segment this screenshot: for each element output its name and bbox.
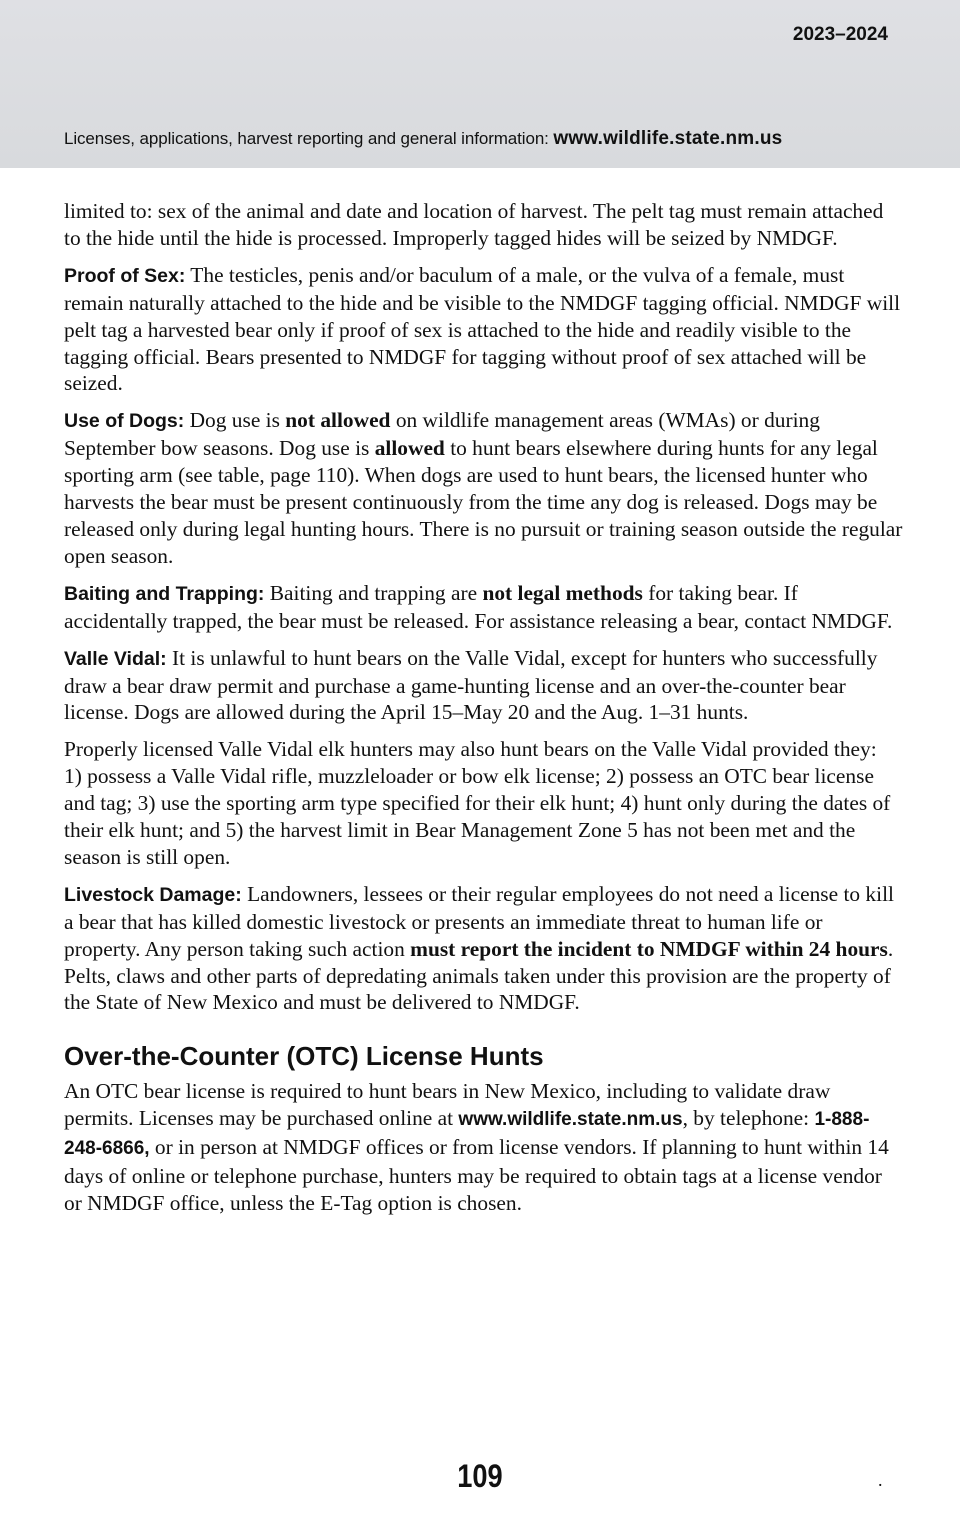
livestock-text-1: Landowners, lessees or their regular employees do not need a license to kill a bear that has killed domestic livestock or presents an immediate threat to human life or property. Any person taking such action xyxy=(64,881,894,961)
header-tagline xyxy=(64,128,782,150)
intro-paragraph: limited to: sex of the animal and date and location of harvest. The pelt tag must remain attached to the hide until the hide is processed. Improperly tagged hides will be seized by NMDGF. xyxy=(64,199,884,250)
page-header xyxy=(0,0,960,168)
use-of-dogs-heading: Use of Dogs: xyxy=(64,410,185,433)
page-number: 109 xyxy=(457,1458,503,1494)
baiting-text-1: Baiting and trapping are xyxy=(264,580,483,605)
valle-vidal-heading: Valle Vidal: xyxy=(64,647,167,670)
proof-of-sex-paragraph xyxy=(64,262,904,398)
otc-phone-number[interactable]: 1-888-248-6866, xyxy=(64,1109,870,1160)
baiting-bold: not legal methods xyxy=(482,580,643,605)
use-of-dogs-text-1: Dog use is xyxy=(184,408,286,433)
proof-of-sex-heading: Proof of Sex: xyxy=(64,264,186,287)
otc-website-link[interactable]: www.wildlife.state.nm.us xyxy=(458,1109,683,1131)
otc-text-1: An OTC bear license is required to hunt bears in New Mexico, including to validate draw permits. Licenses may be purchased online at xyxy=(64,1079,831,1131)
otc-text-2: , by telephone: xyxy=(682,1106,815,1131)
footer-dot: . xyxy=(878,1470,883,1490)
valle-vidal-paragraph xyxy=(64,645,904,727)
otc-section-title: Over-the-Counter (OTC) License Hunts xyxy=(64,1041,544,1072)
livestock-paragraph xyxy=(64,881,904,1017)
livestock-heading: Livestock Damage: xyxy=(64,883,242,906)
edition-year: 2023–2024 xyxy=(792,24,888,45)
use-of-dogs-bold-2: allowed xyxy=(374,436,445,461)
use-of-dogs-text-3: to hunt bears elsewhere during hunts for any legal sporting arm (see table, page 110). When dogs are used to hunt bears, the licensed hunter who harvests the bear must be present continuously from the time any dog is released. Dogs may be released only during legal hunting hours. There is no pursuit or training season outside the regular open season. xyxy=(64,436,903,568)
valle-elk-paragraph xyxy=(64,736,904,871)
use-of-dogs-bold-1: not allowed xyxy=(285,408,391,433)
baiting-heading: Baiting and Trapping: xyxy=(64,582,265,605)
proof-of-sex-text: The testicles, penis and/or baculum of a male, or the vulva of a female, must remain naturally attached to the hide and be visible to the NMDGF tagging official. NMDGF will pelt tag a harvested bear only if proof of sex is attached to the hide and readily visible to the tagging official. Bears presented to NMDGF for tagging without proof of sex attached will be seized. xyxy=(64,262,901,396)
tagline-text: Licenses, applications, harvest reporting and general information: xyxy=(64,129,554,148)
baiting-text-2: for taking bear. If accidentally trapped, the bear must be released. For assistance releasing a bear, contact NMDGF. xyxy=(64,580,893,633)
website-link[interactable]: www.wildlife.state.nm.us xyxy=(553,128,783,149)
otc-text-3: or in person at NMDGF offices or from license vendors. If planning to hunt within 14 days of online or telephone purchase, hunters may be required to obtain tags at a license vendor or NMDGF office, unless the E-Tag option is chosen. xyxy=(64,1135,889,1215)
use-of-dogs-text-2: on wildlife management areas (WMAs) or during September bow seasons. Dog use is xyxy=(64,408,820,461)
valle-elk-intro: Properly licensed Valle Vidal elk hunters may also hunt bears on the Valle Vidal provided they: xyxy=(64,737,877,762)
livestock-bold: must report the incident to NMDGF within 24 hours xyxy=(410,936,888,961)
valle-elk-conditions: 1) possess a Valle Vidal rifle, muzzleloader or bow elk license; 2) possess an OTC bear license and tag; 3) use the sporting arm type specified for their elk hunt; 4) hunt only during the dates of their elk hunt; and 5) the harvest limit in Bear Management Zone 5 has not been met and the season is still open. xyxy=(64,764,891,869)
use-of-dogs-paragraph xyxy=(64,407,904,569)
baiting-paragraph xyxy=(64,580,904,635)
main-content xyxy=(64,198,904,1227)
otc-paragraph xyxy=(64,1078,904,1217)
livestock-text-2: . Pelts, claws and other parts of depredating animals taken under this provision are the property of the State of New Mexico and must be delivered to NMDGF. xyxy=(64,936,894,1015)
valle-vidal-text: It is unlawful to hunt bears on the Valle Vidal, except for hunters who successfully draw a bear draw permit and purchase a game-hunting license and an over-the-counter bear license. Dogs are allowed during the April 15–May 20 and the Aug. 1–31 hunts. xyxy=(64,645,878,725)
